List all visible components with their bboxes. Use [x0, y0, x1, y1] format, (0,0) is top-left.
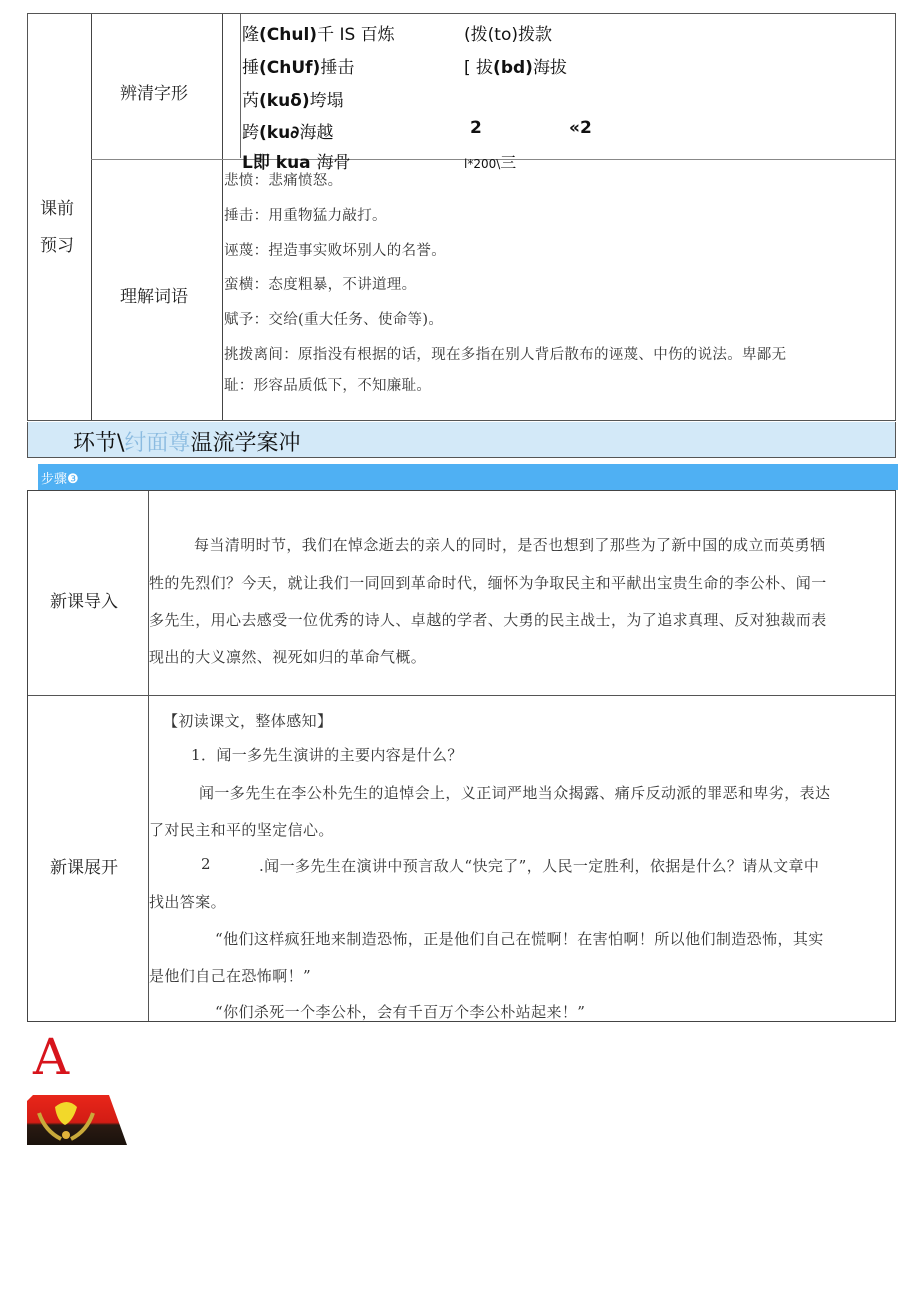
quote-line: “他们这样疯狂地来制造恐怖，正是他们自己在慌啊！在害怕啊！所以他们制造恐怖，其实	[215, 930, 824, 948]
vocab-line: 挑拨离间：原指没有根据的话，现在多指在别人背后散布的诬蔑、中伤的说法。卑鄙无	[224, 347, 787, 363]
vocab-line: 悲愤：悲痛愤怒。	[224, 173, 343, 189]
step-label: 步骤❸	[41, 472, 79, 487]
glyph-row: 捶(ChUf)捶击	[242, 58, 355, 78]
develop-label: 新课展开	[50, 858, 118, 878]
develop-heading: 【初读课文，整体感知】	[163, 712, 333, 730]
preview-table	[27, 13, 896, 421]
row-divider	[28, 695, 895, 696]
answer-1-line: 闻一多先生在李公朴先生的追悼会上，义正词严地当众揭露、痛斥反动派的罪恶和卑劣，表达	[199, 784, 831, 802]
vocab-line: 耻：形容品质低下，不知廉耻。	[224, 378, 432, 394]
vocab-line: 捶击：用重物猛力敲打。	[224, 208, 387, 224]
vocab-line: 赋予：交给(重大任务、使命等)。	[224, 312, 444, 328]
question-2-number: 2	[201, 855, 211, 873]
lesson-table	[27, 490, 896, 1022]
column-divider	[222, 14, 223, 420]
glyph-row: 跨(ku∂海越	[242, 123, 334, 143]
logo-letter: A	[33, 1028, 70, 1086]
column-divider	[91, 14, 92, 420]
intro-label: 新课导入	[50, 592, 118, 612]
step-bar	[38, 464, 898, 490]
glyph-row-right: 2	[470, 118, 482, 138]
quote-line: 是他们自己在恐怖啊！”	[149, 967, 312, 985]
intro-line: 牲的先烈们？今天，就让我们一同回到革命时代，缅怀为争取民主和平献出宝贵生命的李公朴、闻一	[149, 574, 827, 592]
intro-line: 多先生，用心去感受一位优秀的诗人、卓越的学者、大勇的民主战士，为了追求真理、反对独裁而表	[149, 611, 827, 629]
column-divider	[240, 14, 241, 158]
question-2-line: .闻一多先生在演讲中预言敌人“快完了”，人民一定胜利，依据是什么？请从文章中	[259, 857, 820, 875]
glyph-row-right: [ 拔(bd)海拔	[464, 58, 567, 78]
preview-label-line2: 预习	[40, 236, 74, 256]
section-header	[27, 422, 896, 458]
glyph-row: 芮(kuδ)垮塌	[242, 91, 344, 111]
glyph-row-right: l*200\三	[464, 153, 517, 172]
quote-line: “你们杀死一个李公朴，会有千百万个李公朴站起来！”	[215, 1003, 586, 1021]
vocab-section-label: 理解词语	[120, 287, 188, 307]
preview-label-line1: 课前	[40, 199, 74, 219]
section-title: 环节\纣面尊温流学案冲	[73, 431, 301, 456]
column-divider	[148, 491, 149, 1021]
question-2-line: 找出答案。	[149, 893, 227, 911]
glyph-row: L即 kua 海骨	[242, 153, 351, 173]
answer-1-line: 了对民主和平的坚定信心。	[149, 821, 334, 839]
emblem-icon	[27, 1095, 127, 1151]
glyph-section-label: 辨清字形	[120, 84, 188, 104]
glyph-row: 隆(Chul)千 IS 百炼	[242, 25, 395, 45]
vocab-line: 诬蔑：捏造事实败坏别人的名誉。	[224, 243, 446, 259]
glyph-row-right: «2	[569, 118, 592, 138]
intro-line: 每当清明时节，我们在悼念逝去的亲人的同时，是否也想到了那些为了新中国的成立而英勇牺	[194, 536, 826, 554]
intro-line: 现出的大义凛然、视死如归的革命气概。	[149, 648, 427, 666]
vocab-line: 蛮横：态度粗暴，不讲道理。	[224, 277, 417, 293]
glyph-list	[242, 14, 896, 173]
question-1: 1．闻一多先生演讲的主要内容是什么？	[191, 746, 463, 764]
glyph-row-right: (拨(to)拨款	[464, 25, 552, 45]
